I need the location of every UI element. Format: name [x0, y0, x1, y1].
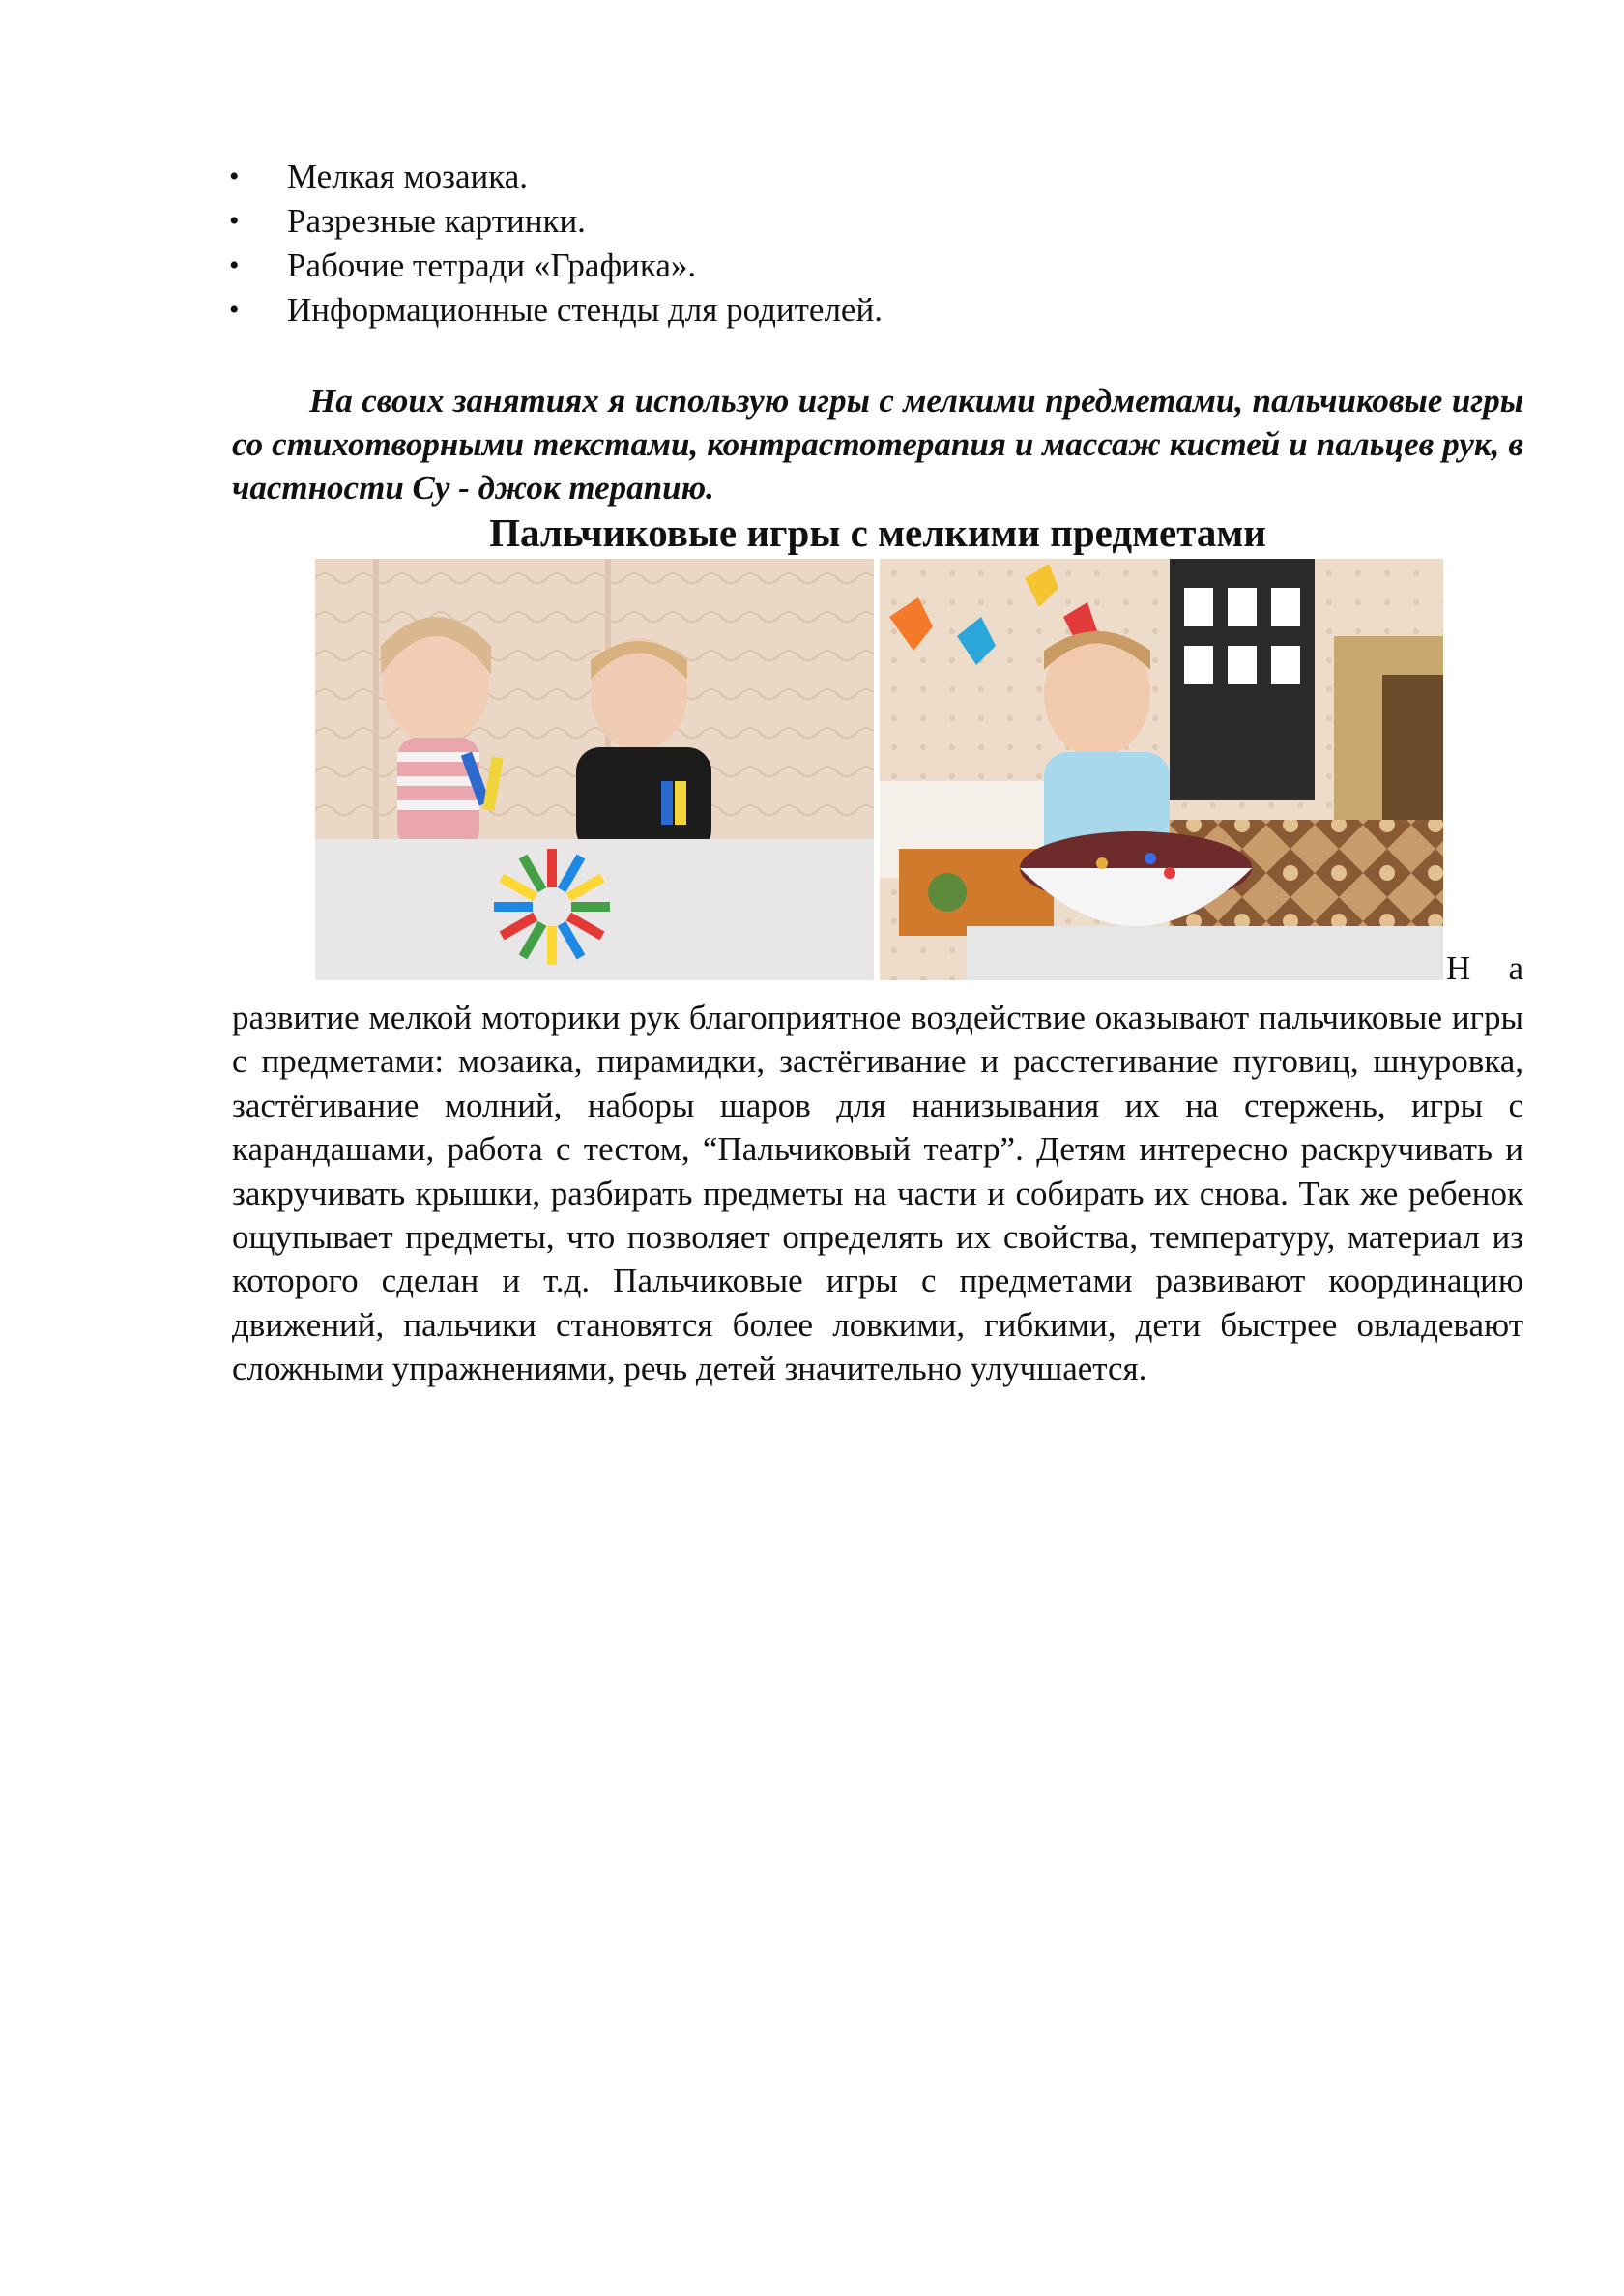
section-heading: Пальчиковые игры с мелкими предметами — [489, 510, 1266, 555]
photo-children-clothespins-image — [315, 559, 874, 980]
materials-list — [229, 155, 883, 333]
list-item: • Информационные стенды для родителей. — [229, 288, 883, 333]
photo-boy-bowl-image — [880, 559, 1443, 980]
bullet-icon: • — [229, 160, 240, 192]
body-paragraph: развитие мелкой моторики рук благоприятное воздействие оказывают пальчиковые игры с предметами: мозаика, пирамидки, застёгивание и расстегивание пуговиц, шнуровка, застёгивание молний, наборы шаров для нанизывания их на стержень, игры с карандашами, работа с тестом, “Пальчиковый театр”. Детям интересно раскручивать и закручивать крышки, разбирать предметы на части и собирать их снова. Так же ребенок ощупывает предметы, что позволяет определять их свойства, температуру, материал из которого сделан и т.д. Пальчиковые игры с предметами развивают координацию движений, пальчики становятся более ловкими, гибкими, дети быстрее овладевают сложными упражнениями, речь детей значительно улучшается. — [232, 999, 1523, 1388]
list-item: • Мелкая мозаика. — [229, 155, 883, 199]
bullet-icon: • — [229, 294, 240, 326]
list-item: • Разрезные картинки. — [229, 199, 883, 244]
list-item: • Рабочие тетради «Графика». — [229, 244, 883, 288]
bullet-icon: • — [229, 205, 240, 237]
bullet-icon: • — [229, 249, 240, 281]
photo-children-clothespins — [315, 559, 874, 980]
intro-paragraph: На своих занятиях я использую игры с мелкими предметами, пальчиковые игры со стихотворными текстами, контрастотерапия и массаж кистей и пальцев рук, в частности Су - джок терапию. — [232, 382, 1523, 507]
paragraph-lead-letters: Н а — [1446, 949, 1523, 987]
photo-boy-bowl — [880, 559, 1443, 980]
